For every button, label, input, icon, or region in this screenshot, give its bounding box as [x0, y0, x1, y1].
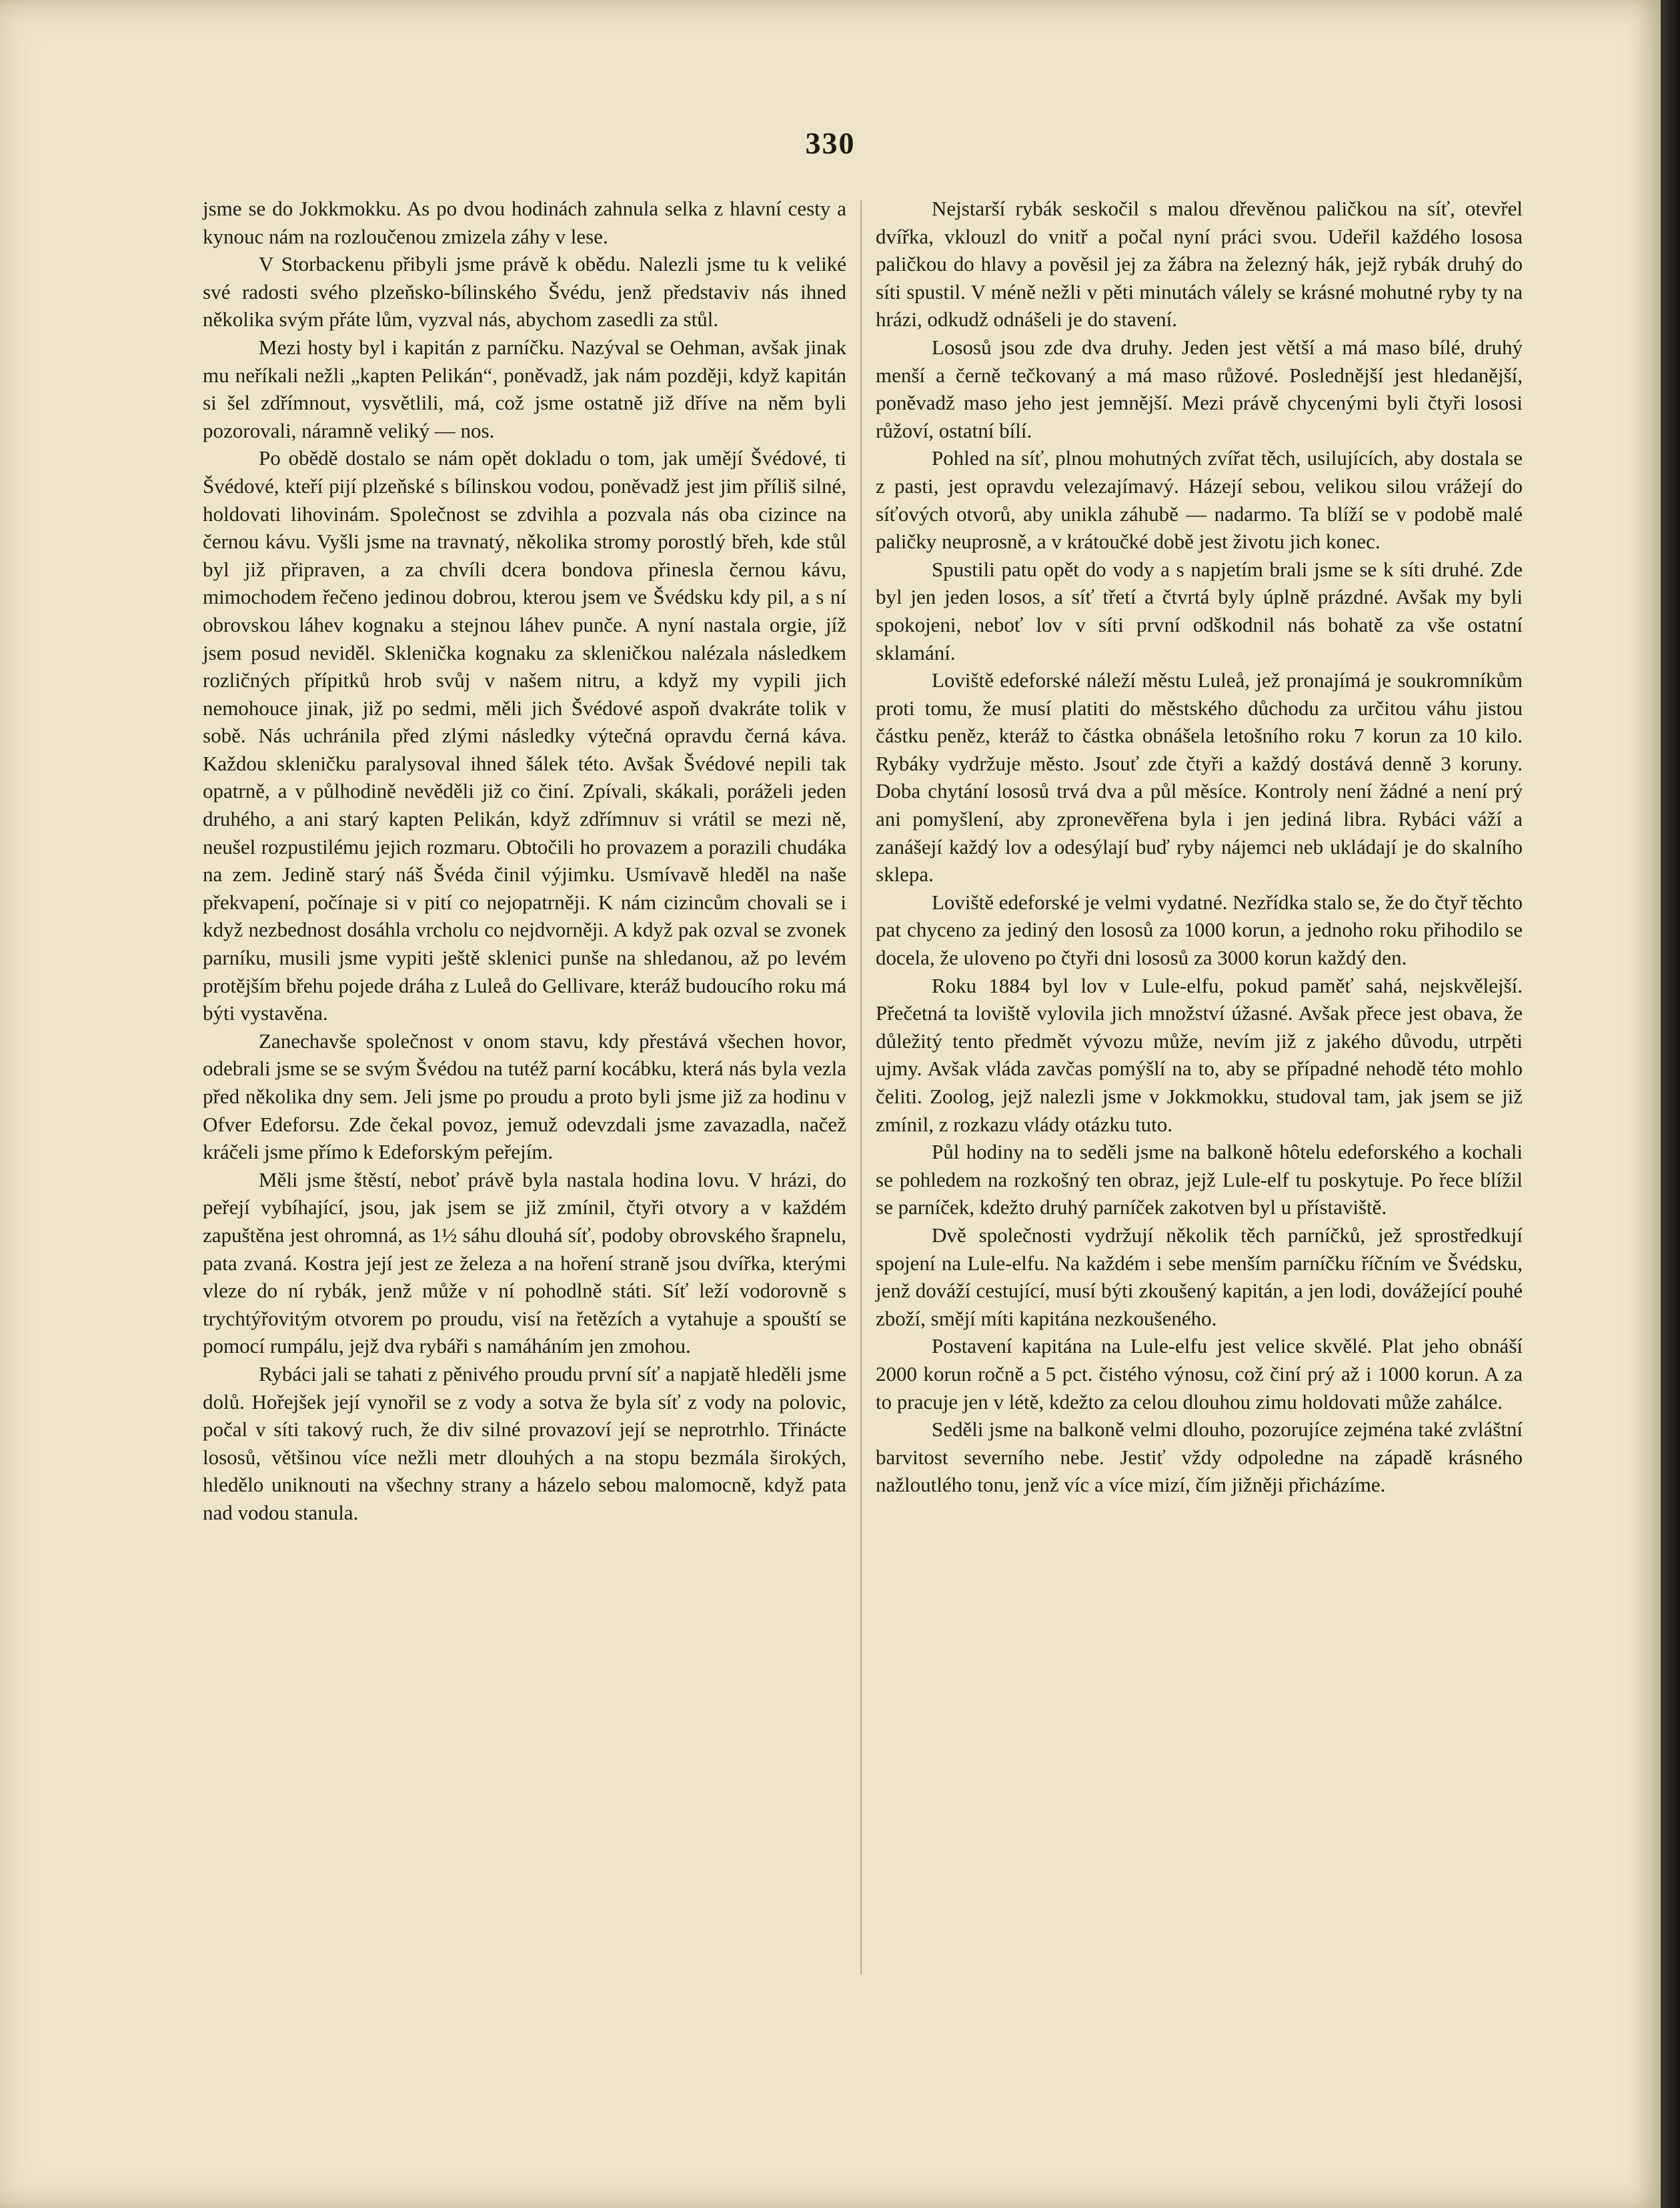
paragraph: Půl hodiny na to seděli jsme na balkoně hôtelu edeforského a kochali se pohledem na rozkošný ten obraz, jejž Lule-elf tu poskytuje. Po řece blížil se parníček, kdežto druhý parníček zakotven byl u přístaviště.	[876, 1140, 1523, 1219]
paragraph: Spustili patu opět do vody a s napjetím brali jsme se k síti druhé. Zde byl jen jeden losos, a síť třetí a čtvrtá byly úplně prázdné. Avšak my byli spokojeni, neboť lov v síti první odškodnil nás bohatě za vše ostatní sklamání.	[876, 557, 1523, 664]
page-number: 330	[805, 126, 856, 160]
paragraph: Roku 1884 byl lov v Lule-elfu, pokud paměť sahá, nejskvělejší. Přečetná ta loviště vylovila jich množství úžasné. Avšak přece jest obava, že důležitý tento předmět vývozu může, nevím již z jakého důvodu, utrpěti ujmy. Avšak vláda zavčas pomýšlí na to, aby se případné nehodě této mohlo čeliti. Zoolog, jejž nalezli jsme v Jokkmokku, studoval tam, jak jsem se již zmínil, z rozkazu vlády otázku tuto.	[876, 973, 1523, 1136]
left-text-column	[203, 195, 846, 1527]
paragraph: Seděli jsme na balkoně velmi dlouho, pozorujíce zejména také zvláštní barvitost severního nebe. Jestiť vždy odpoledne na západě krásného nažloutlého tonu, jenž víc a více mizí, čím jižněji přicházíme.	[876, 1418, 1523, 1497]
right-text-column	[876, 195, 1523, 1499]
paragraph: Dvě společnosti vydržují několik těch parníčků, jež sprostředkují spojení na Lule-elfu. Na každém i sebe menším parníčku říčním ve Švédsku, jenž dováží cestující, musí býti zkoušený kapitán, a jen lodi, dovážející pouhé zboží, smějí míti kapitána nezkoušeného.	[876, 1223, 1523, 1330]
book-spine-edge	[1661, 0, 1680, 2208]
paragraph: V Storbackenu přibyli jsme právě k obědu. Nalezli jsme tu k veliké své radosti svého plzeňsko-bílinského Švédu, jenž představiv nás ihned několika svým přáte lům, vyzval nás, abychom zasedli za stůl.	[203, 252, 846, 332]
paragraph: Rybáci jali se tahati z pěnivého proudu první síť a napjatě hleděli jsme dolů. Hořejšek její vynořil se z vody a sotva že byla síť z vody na polovic, počal v síti takový ruch, že div silné provazoví její se neprotrhlo. Třinácte lososů, většinou více nežli metr dlouhých a na stopu bezmála širokých, hledělo uniknouti na všechny strany a házelo sebou malomocně, když pata nad vodou stanula.	[203, 1361, 846, 1524]
paragraph: Loviště edeforské náleží městu Luleå, jež pronajímá je soukromníkům proti tomu, že musí platiti do městského důchodu za určitou váhu jistou částku peněz, kteráž to částka obnášela letošního roku 7 korun za 10 kilo. Rybáky vydržuje město. Jsouť zde čtyři a každý dostává denně 3 koruny. Doba chytání lososů trvá dva a půl měsíce. Kontroly není žádné a není prý ani pomyšlení, aby zpronevěřena byla i jen jediná libra. Rybáci váží a zanášejí každý lov a odesýlají buď ryby nájemci neb ukládají je do skalního sklepa.	[876, 668, 1523, 887]
paragraph: Pohled na síť, plnou mohutných zvířat těch, usilujících, aby dostala se z pasti, jest opravdu velezajímavý. Házejí sebou, velikou silou vrážejí do síťových otvorů, aby unikla záhubě — nadarmo. Ta blíží se v podobě malé paličky neuprosně, a v krátoučké době jest životu jich konec.	[876, 446, 1523, 554]
paragraph: Nejstarší rybák seskočil s malou dřevěnou paličkou na síť, otevřel dvířka, vklouzl do vnitř a počal nyní práci svou. Udeřil každého lososa paličkou do hlavy a pověsil jej za žábra na železný hák, jejž rybák druhý do síti spustil. V méně nežli v pěti minutách válely se krásné mohutné ryby ty na hrázi, odkudž odnášeli je do stavení.	[876, 197, 1523, 332]
paragraph: Lososů jsou zde dva druhy. Jeden jest větší a má maso bílé, druhý menší a černě tečkovaný a má maso růžové. Poslednější jest hledanější, poněvadž maso jeho jest jemnější. Mezi právě chycenými byli čtyři lososi růžoví, ostatní bílí.	[876, 335, 1523, 442]
paragraph: Po obědě dostalo se nám opět dokladu o tom, jak umějí Švédové, ti Švédové, kteří pijí plzeňské s bílinskou vodou, poněvadž jest jim příliš silné, holdovati lihovinám. Společnost se zdvihla a pozvala nás oba cizince na černou kávu. Vyšli jsme na travnatý, několika stromy porostlý břeh, kde stůl byl již připraven, a za chvíli dcera bondova přinesla černou kávu, mimochodem řečeno jedinou dobrou, kterou jsem ve Švédsku kdy pil, a s ní obrovskou láhev kognaku a stejnou láhev punče. A nyní nastala orgie, jíž jsem posud neviděl. Sklenička kognaku za skleničkou nalézala následkem rozličných přípitků hrob svůj v našem nitru, a když my vypili jich nemohouce jinak, již po sedmi, měli jich Švédové aspoň dvakráte tolik v sobě. Nás uchránila před zlými následky výtečná opravdu černá káva. Každou skleničku paralysoval ihned šálek této. Avšak Švédové nepili tak opatrně, a v půlhodině nevěděli již co činí. Zpívali, skákali, poráželi jeden druhého, a ani starý kapten Pelikán, když zdřímnuv si vrátil se mezi ně, neušel rozpustilému jejich rozmaru. Obtočili ho provazem a porazili chudáka na zem. Jedině starý náš Švéda činil výjimku. Usmívavě hleděl na naše překvapení, počínaje si v pití co nejopatrněji. K nám cizincům chovali se i když nezbednost dosáhla vrcholu co nejdvorněji. A když pak ozval se zvonek parníku, musili jsme vypiti ještě sklenici punše na shledanou, až po levém protějším břehu pojede dráha z Luleå do Gellivare, kteráž budoucího roku má býti vystavěna.	[203, 446, 846, 1025]
column-divider	[860, 200, 862, 1975]
paragraph: jsme se do Jokkmokku. As po dvou hodinách zahnula selka z hlavní cesty a kynouc nám na rozloučenou zmizela záhy v lese.	[203, 197, 846, 248]
paragraph: Loviště edeforské je velmi vydatné. Nezřídka stalo se, že do čtyř těchto pat chyceno za jediný den lososů za 1000 korun, a jednoho roku přihodilo se docela, že uloveno po čtyři dni lososů za 3000 korun každý den.	[876, 890, 1523, 970]
paragraph: Mezi hosty byl i kapitán z parníčku. Nazýval se Oehman, avšak jinak mu neříkali nežli „kapten Pelikán“, poněvadž, jak nám později, když kapitán si šel zdřímnout, vysvětlili, má, což jsme ostatně již dříve na něm byli pozorovali, náramně veliký — nos.	[203, 335, 846, 442]
paragraph: Zanechavše společnost v onom stavu, kdy přestává všechen hovor, odebrali jsme se se svým Švédou na tutéž parní kocábku, která nás byla vezla před několika dny sem. Jeli jsme po proudu a proto byli jsme již za hodinu v Ofver Edeforsu. Zde čekal povoz, jemuž odevzdali jsme zavazadla, načež kráčeli jsme přímo k Edeforským peřejím.	[203, 1029, 846, 1164]
paragraph: Měli jsme štěstí, neboť právě byla nastala hodina lovu. V hrázi, do peřejí vybíhající, jsou, jak jsem se již zmínil, čtyři otvory a v každém zapuštěna jest ohromná, as 1½ sáhu dlouhá síť, podoby obrovského šrapnelu, pata zvaná. Kostra její jest ze železa a na hoření straně jsou dvířka, kterými vleze do ní rybák, jenž může v ní pohodlně státi. Síť leží vodorovně s trychtýřovitým otvorem po proudu, visí na řetězích a vytahuje a spouští se pomocí rumpálu, jejž dva rybáři s namáháním jen zmohou.	[203, 1167, 846, 1358]
paragraph: Postavení kapitána na Lule-elfu jest velice skvělé. Plat jeho obnáší 2000 korun ročně a 5 pct. čistého výnosu, což činí prý až i 1000 korun. A za to pracuje jen v létě, kdežto za celou dlouhou zimu holdovati může zahálce.	[876, 1334, 1523, 1414]
